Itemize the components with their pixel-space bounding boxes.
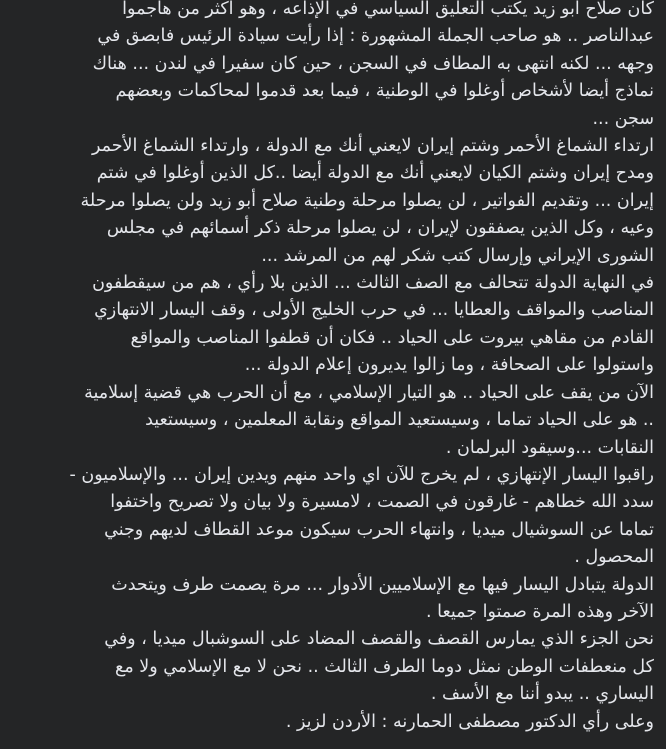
- post-paragraph: [8, 133, 654, 270]
- text-line: وجهه ... لكنه انتهى به المطاف في السجن ، حين كان سفيرا في لندن ... هناك: [92, 53, 654, 74]
- text-line: النقابات ...وسيقود البرلمان .: [445, 437, 654, 458]
- text-line: وعيه ، وكل الذين يصفقون لإيران ، لن يصلوا مرحلة ذكر أسمائهم في مجلس: [106, 218, 654, 239]
- text-line: نحن الجزء الذي يمارس القصف والقصف المضاد على السوشبال ميديا ، وفي: [104, 629, 654, 650]
- text-line: الآن من يقف على الحياد .. هو التيار الإسلامي ، مع أن الحرب هي قضية إسلامية: [84, 382, 654, 403]
- text-line: تماما عن السوشيال ميديا ، وانتهاء الحرب سيكون موعد القطاف لديهم وجني: [104, 519, 654, 540]
- text-line: إيران ... وتقديم الفواتير ، لن يصلوا مرحلة وطنية صلاح أبو زيد ولن يصلوا مرحلة: [80, 190, 654, 211]
- text-line: نماذج أيضا لأشخاص أوغلوا في الوطنية ، فيما بعد قدموا لمحاكمات وبعضهم: [115, 81, 654, 102]
- post-paragraph: [8, 572, 654, 627]
- post-paragraph: [8, 462, 654, 572]
- text-line: كل منعطفات الوطن نمثل دوما الطرف الثالث .. نحن لا مع الإسلامي ولا مع: [115, 656, 654, 677]
- text-line: الدولة يتبادل اليسار فيها مع الإسلاميين الأدوار ... مرة يصمت طرف ويتحدث: [111, 574, 654, 595]
- post-paragraph: [8, 380, 654, 462]
- text-line: المناصب والمواقف والعطايا ... في حرب الخليج الأولى ، وقف اليسار الانتهازي: [94, 300, 654, 321]
- text-line: في النهاية الدولة تتحالف مع الصف الثالث ... الذين بلا رأي ، هم من سيقطفون: [92, 273, 654, 294]
- text-line: كان صلاح ابو زيد يكتب التعليق السياسي في الإذاعه ، وهو أكثر من هاجموا: [122, 0, 654, 19]
- post-paragraph: [8, 709, 654, 736]
- text-line: سدد الله خطاهم - غارقون في الصمت ، لامسيرة ولا بيان ولا تصريح واختفوا: [110, 492, 654, 513]
- text-line: اليساري .. يبدو أننا مع الأسف .: [430, 684, 654, 705]
- text-line: الشورى الإيراني وإرسال كتب شكر لهم من المرشد ...: [261, 245, 654, 266]
- text-line: المحصول .: [574, 547, 654, 568]
- text-line: .. هو على الحياد تماما ، وسيستعيد المواقع ونقابة المعلمين ، وسيستعيد: [145, 410, 654, 431]
- text-line: ومدح إيران وشتم الكيان لايعني أنك مع الدولة أيضا ..كل الذين أوغلوا في شتم: [96, 163, 654, 184]
- post-paragraph: [8, 270, 654, 380]
- post-paragraph: [8, 0, 654, 133]
- text-line: عبدالناصر .. هو صاحب الجملة المشهورة : إذا رأيت سيادة الرئيس فابصق في: [97, 26, 654, 47]
- text-line: القادم من مقاهي بيروت على الحياد .. فكان أن قطفوا المناصب والمواقع: [130, 327, 654, 348]
- post-paragraph: [8, 626, 654, 708]
- text-line: راقبوا اليسار الإنتهازي ، لم يخرج للآن اي واحد منهم ويدين إيران ... والإسلاميون -: [69, 464, 654, 485]
- text-line: وعلى رأي الدكتور مصطفى الحمارنه : الأردن لزيز .: [285, 711, 654, 732]
- text-line: ارتداء الشماغ الأحمر وشتم إيران لايعني أنك مع الدولة ، وارتداء الشماغ الأحمر: [91, 136, 654, 157]
- text-line: واستولوا على الصحافة ، وما زالوا يديرون إعلام الدولة ...: [244, 355, 654, 376]
- text-line: سجن ...: [592, 108, 654, 129]
- text-line: الآخر وهذه المرة صمتوا جميعا .: [425, 601, 654, 622]
